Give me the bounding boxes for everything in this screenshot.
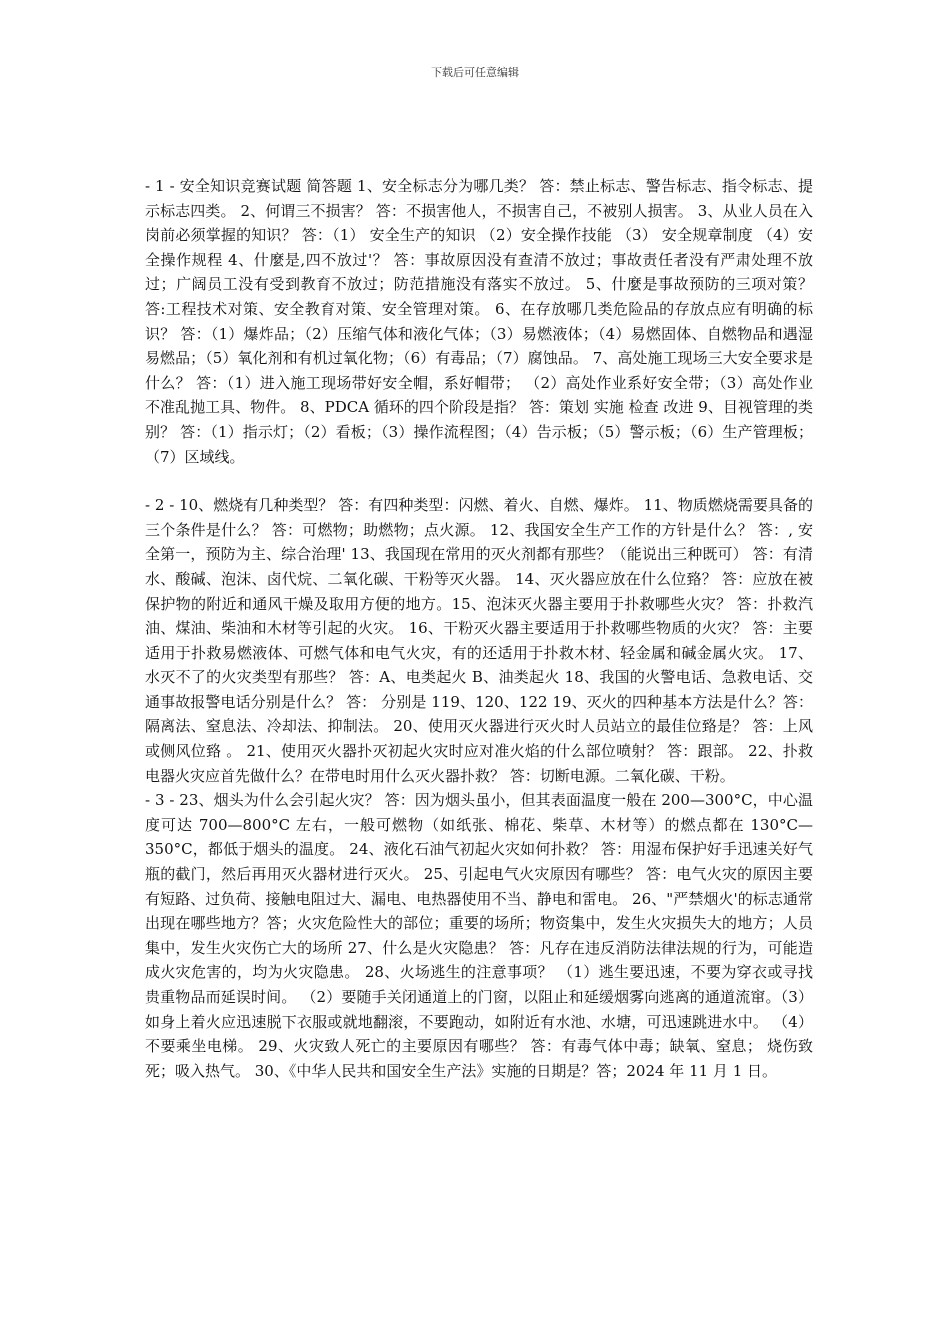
document-body xyxy=(145,174,813,1083)
page-2-text: - 2 - 10、燃烧有几种类型？ 答：有四种类型：闪燃、着火、自燃、爆炸。 11、物质燃烧需要具备的三个条件是什么？ 答：可燃物；助燃物；点火源。 12、我国安全生产工作的方针是什么？ 答：, 安全第一，预防为主、综合治理' 13、我国现在常用的灭火剂都有那些？（能说出三种既可） 答：有清水、酸碱、泡沫、卤代烷、二氧化碳、干粉等灭火器。 14、灭火器应放在什么位臵？ 答：应放在被保护物的附近和通风干燥及取用方便的地方。15、泡沫灭火器主要用于扑救哪些火灾？ 答：扑救汽油、煤油、柴油和木材等引起的火灾。 16、干粉灭火器主要适用于扑救哪些物质的火灾？ 答：主要适用于扑救易燃液体、可燃气体和电气火灾，有的还适用于扑救木材、轻金属和碱金属火灾。 17、水灭不了的火灾类型有那些？ 答：A、电类起火 B、油类起火 18、我国的火警电话、急救电话、交通事故报警电话分别是什么？ 答： 分别是 119、120、122 19、灭火的四种基本方法是什么？答：隔离法、窒息法、冷却法、抑制法。 20、使用灭火器进行灭火时人员站立的最佳位臵是？ 答：上风或侧风位臵 。 21、使用灭火器扑灭初起火灾时应对准火焰的什么部位喷射？ 答：跟部。 22、扑救电器火灾应首先做什么？在带电时用什么灭火器扑救？ 答：切断电源。二氧化碳、干粉。 xyxy=(145,496,813,785)
page-header-note: 下载后可任意编辑 xyxy=(431,66,519,79)
page-3-text: - 3 - 23、烟头为什么会引起火灾？ 答：因为烟头虽小，但其表面温度一般在 200—300°C，中心温度可达 700—800°C 左右，一般可燃物（如纸张、棉花、柴草、木材等）的燃点都在 130°C—350°C，都低于烟头的温度。 24、液化石油气初起火灾如何扑救？ 答：用湿布保护好手迅速关好气瓶的截门，然后再用灭火器材进行灭火。 25、引起电气火灾原因有哪些？ 答：电气火灾的原因主要有短路、过负荷、接触电阻过大、漏电、电热器使用不当、静电和雷电。 26、"严禁烟火'的标志通常出现在哪些地方？答；火灾危险性大的部位；重要的场所；物资集中，发生火灾损失大的地方；人员集中，发生火灾伤亡大的场所 27、什么是火灾隐患？ 答：凡存在违反消防法律法规的行为，可能造成火灾危害的，均为火灾隐患。 28、火场逃生的注意事项？ （1）逃生要迅速，不要为穿衣或寻找贵重物品而延误时间。 （2）要随手关闭通道上的门窗，以阻止和延缓烟雾向逃离的通道流窜。（3）如身上着火应迅速脱下衣服或就地翻滚，不要跑动，如附近有水池、水塘，可迅速跳进水中。 （4）不要乘坐电梯。 29、火灾致人死亡的主要原因有哪些？ 答：有毒气体中毒；缺氧、窒息； 烧伤致死；吸入热气。 30、《中华人民共和国安全生产法》实施的日期是？答；2024 年 11 月 1 日。 xyxy=(145,791,813,1080)
page-1-text: - 1 - 安全知识竞赛试题 简答题 1、安全标志分为哪几类？ 答：禁止标志、警告标志、指令标志、提示标志四类。 2、何谓三不损害？ 答：不损害他人，不损害自己，不被别人损害。 3、从业人员在入岗前必须掌握的知识？ 答：（1） 安全生产的知识 （2）安全操作技能 （3） 安全规章制度 （4）安全操作规程 4、什麼是,四不放过'？ 答：事故原因没有查清不放过；事故责任者没有严肃处理不放过；广阔员工没有受到教育不放过；防范措施没有落实不放过。 5、什麼是事故预防的三项对策？ 答:工程技术对策、安全教育对策、安全管理对策。 6、在存放哪几类危险品的存放点应有明确的标识？ 答：（1）爆炸品；（2）压缩气体和液化气体；（3）易燃液体；（4）易燃固体、自燃物品和遇湿易燃品；（5）氧化剂和有机过氧化物；（6）有毒品；（7）腐蚀品。 7、高处施工现场三大安全要求是什么？ 答：（1）进入施工现场带好安全帽，系好帽带； （2）高处作业系好安全带；（3）高处作业不准乱抛工具、物件。 8、PDCA 循环的四个阶段是指？ 答：策划 实施 检查 改进 9、目视管理的类别？ 答：（1）指示灯；（2）看板；（3）操作流程图；（4）告示板；（5）警示板；（6）生产管理板；（7）区域线。 xyxy=(145,177,813,466)
